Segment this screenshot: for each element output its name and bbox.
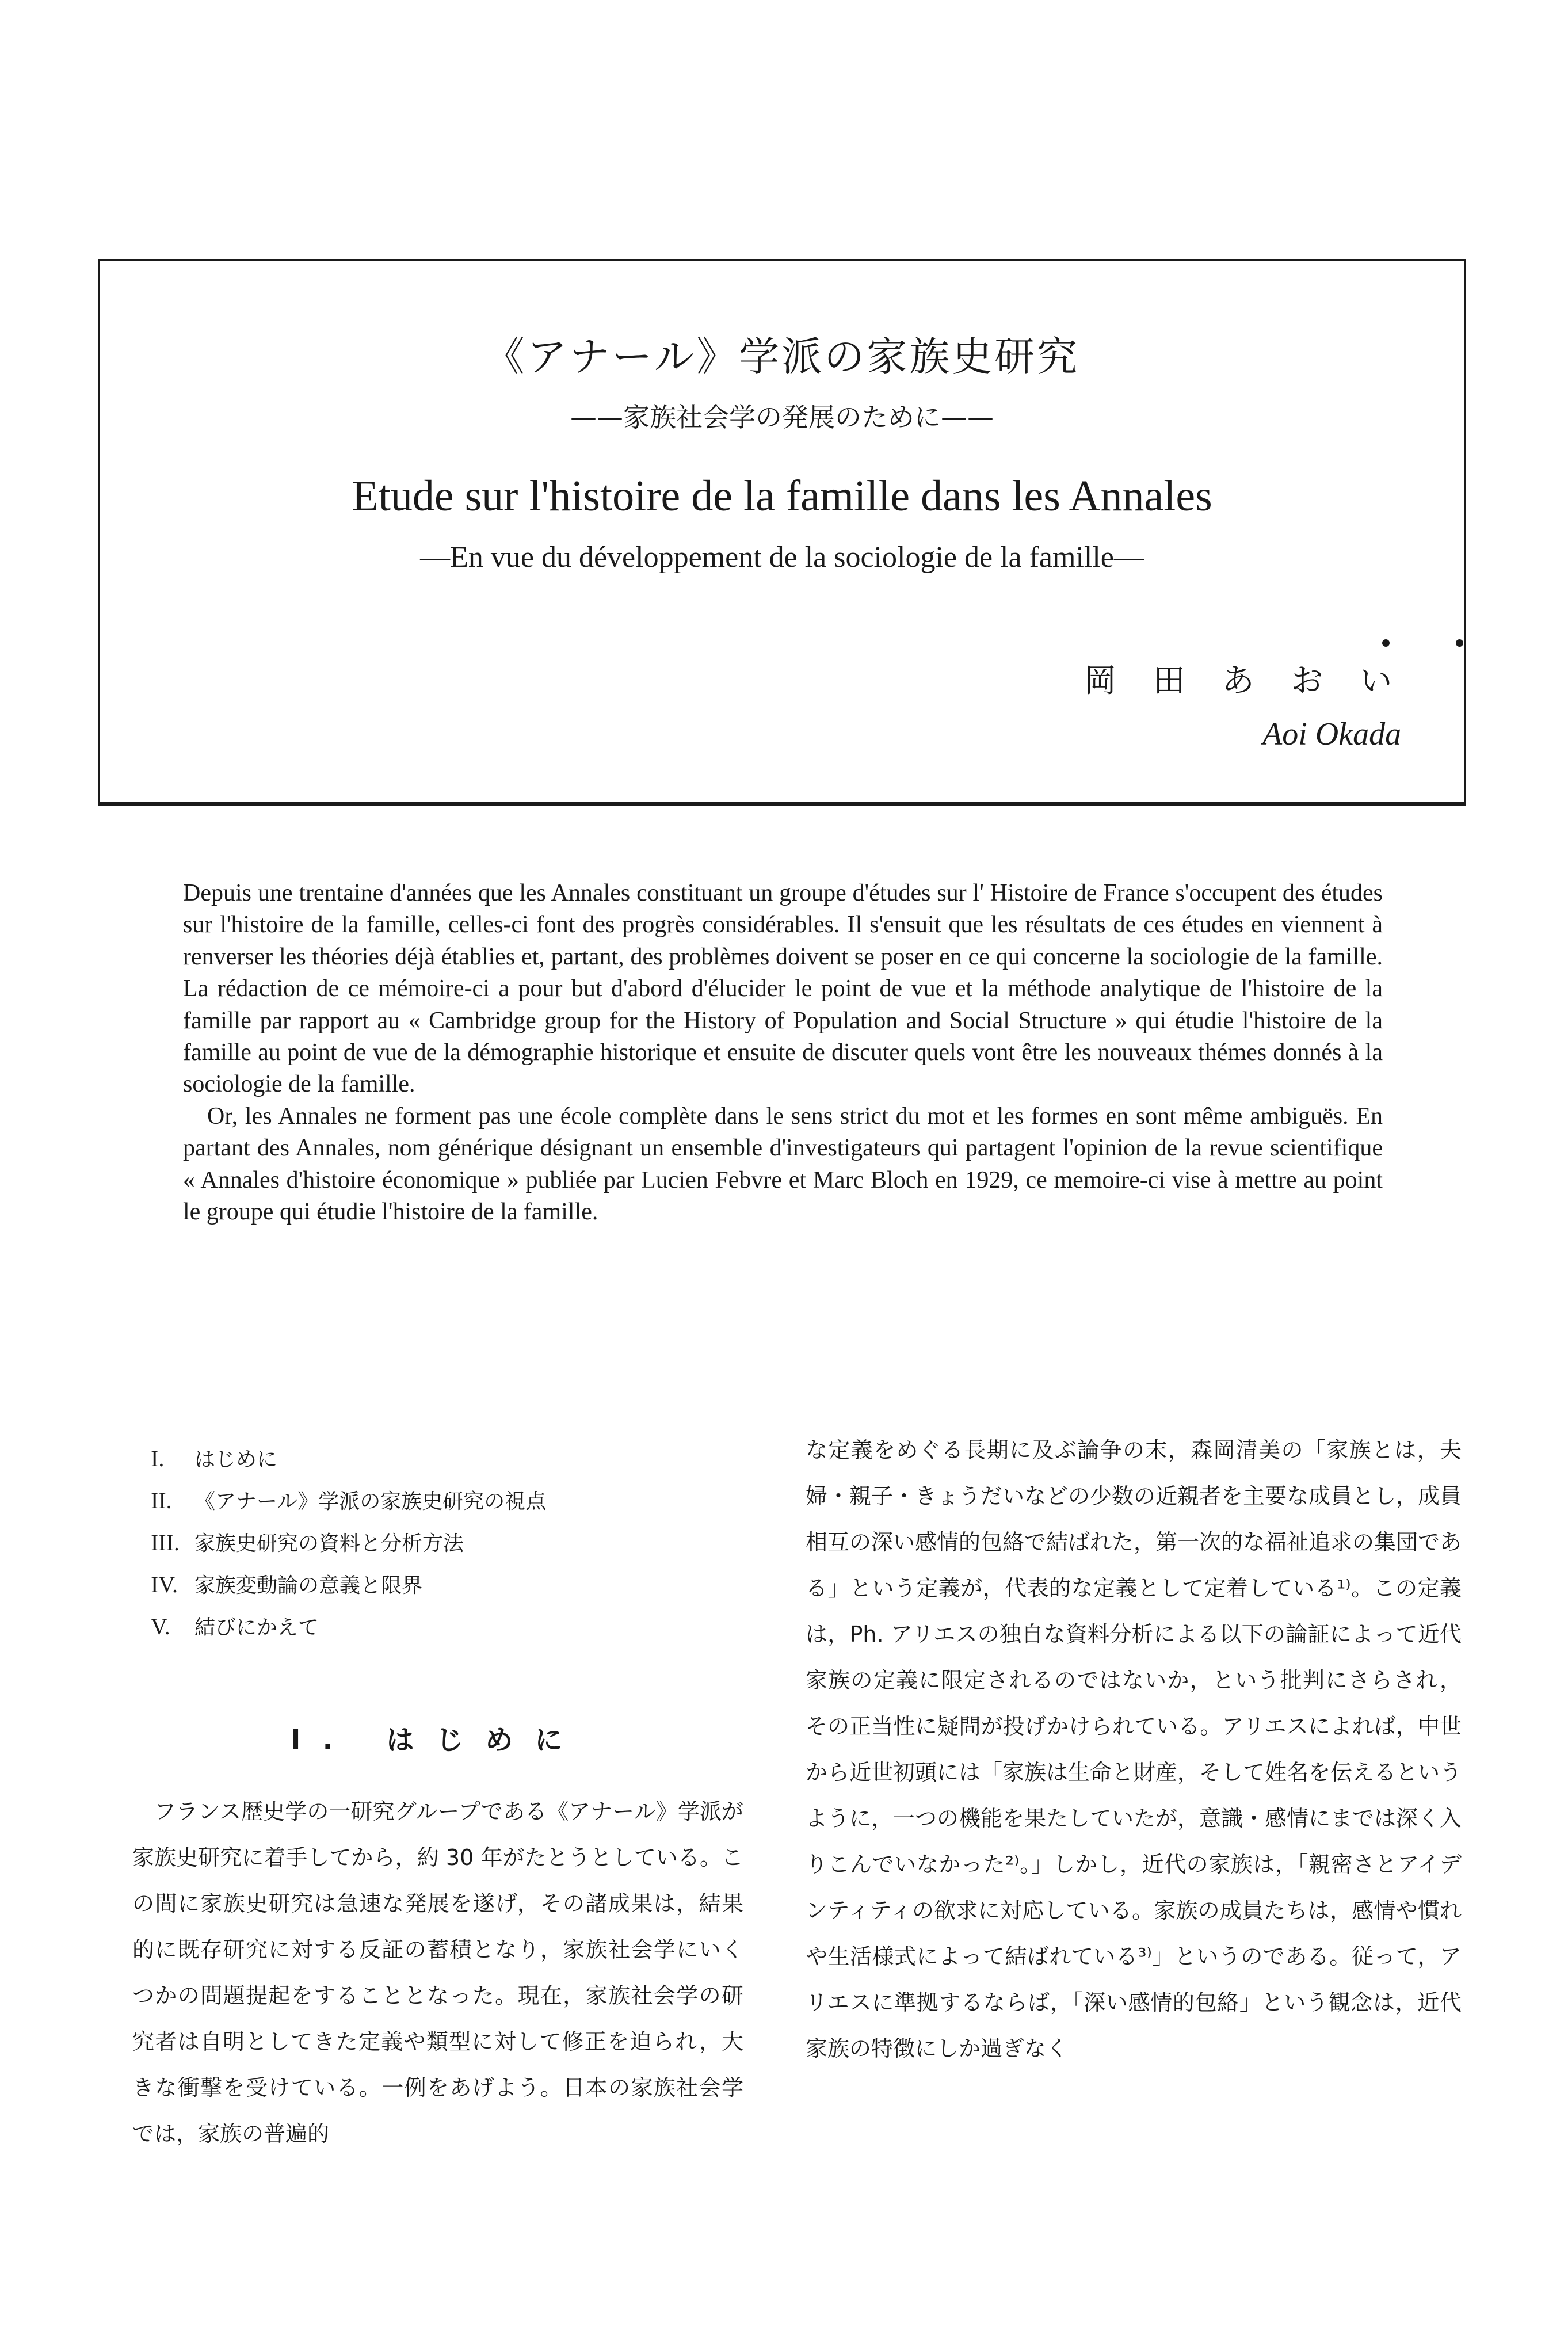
toc-item [151,1521,743,1563]
author-name-japanese: 岡 田 あ お い [1084,662,1394,700]
toc-item [151,1563,743,1605]
abstract-paragraph: Or, les Annales ne forment pas une école complète dans le sens strict du mot et les formes en sont même ambiguës. En partant des Annales, nom générique désignant un ensemble d'investigateurs qui partagent l'opinion de la revue scientifique « Annales d'histoire économique » publiée par Lucien Febvre et Marc Bloch en 1929, ce memoire-ci vise à mettre au point le groupe qui étudie l'histoire de la famille. [183,1103,1383,1226]
title-box [98,259,1466,806]
emphasis-dots [1382,639,1474,651]
toc-number: II. [151,1488,172,1513]
body-column-right [806,1427,1462,2072]
toc-label: 《アナール》学派の家族史研究の視点 [194,1490,547,1513]
body-paragraph: な定義をめぐる長期に及ぶ論争の末，森岡清美の「家族とは，夫婦・親子・きょうだいなどの少数の近親者を主要な成員とし，成員相互の深い感情的包絡で結ばれた，第一次的な福祉追求の集団である」という定義が，代表的な定義として定着している¹⁾。この定義は，Ph. アリエスの独自な資料分析による以下の論証によって近代家族の定義に限定されるのではないか，という批判にさらされ，その正当性に疑問が投げかけられている。アリエスによれば，中世から近世初頭には「家族は生命と財産，そして姓名を伝えるというように，一つの機能を果たしていたが，意識・感情にまでは深く入りこんでいなかった²⁾。」しかし，近代の家族は，「親密さとアイデンティティの欲求に対応している。家族の成員たちは，感情や慣れや生活様式によって結ばれている³⁾」というのである。従って，アリエスに準拠するならば，「深い感情的包絡」という観念は，近代家族の特徴にしか過ぎなく [806,1437,1462,2061]
toc-number: III. [151,1530,180,1555]
toc-label: 家族変動論の意義と限界 [194,1574,423,1597]
body-column-left [132,1788,743,2157]
toc-item [151,1479,743,1521]
toc-number: V. [151,1614,170,1639]
toc-label: 結びにかえて [194,1616,319,1639]
toc-item [151,1605,743,1647]
abstract-paragraph: Depuis une trentaine d'années que les Annales constituant un groupe d'études sur l' Histoire de France s'occupent des études sur l'histoire de la famille, celles-ci font des progrès considérables. Il s'ensuit que les résultats de ces études en viennent à renverser les théories déjà établies et, partant, des problèmes doivent se poser en ce qui concerne la sociologie de la famille. La rédaction de ce mémoire-ci a pour but d'abord d'élucider le point de vue et la méthode analytique de l'histoire de la famille par rapport au « Cambridge group for the History of Population and Social Structure » qui étudie l'histoire de la famille au point de vue de la démographie historique et ensuite de discuter quels vont être les nouveaux thémes donnés à la sociologie de la famille. [183,880,1383,1098]
author-name-english: Aoi Okada [1262,716,1402,752]
body-paragraph: フランス歴史学の一研究グループである《アナール》学派が家族史研究に着手してから，約 30 年がたとうとしている。この間に家族史研究は急速な発展を遂げ，その諸成果は，結果的に既存研究に対する反証の蓄積となり，家族社会学にいくつかの問題提起をすることとなった。現在，家族社会学の研究者は自明としてきた定義や類型に対して修正を迫られ，大きな衝撃を受けている。一例をあげよう。日本の家族社会学では，家族の普遍的 [132,1799,743,2146]
table-of-contents [151,1437,743,1647]
toc-item [151,1437,743,1479]
toc-label: 家族史研究の資料と分析方法 [194,1532,464,1555]
french-subtitle: —En vue du développement de la sociologie de la famille— [420,541,1144,574]
section-heading-introduction: I. はじめに [290,1724,585,1756]
toc-label: はじめに [194,1448,278,1471]
japanese-title: 《アナール》学派の家族史研究 [484,333,1080,380]
japanese-subtitle: ——家族社会学の発展のために—— [570,402,994,433]
french-title: Etude sur l'histoire de la famille dans les Annales [352,472,1212,520]
toc-number: I. [151,1445,165,1471]
french-abstract [183,878,1383,1228]
toc-number: IV. [151,1572,178,1597]
